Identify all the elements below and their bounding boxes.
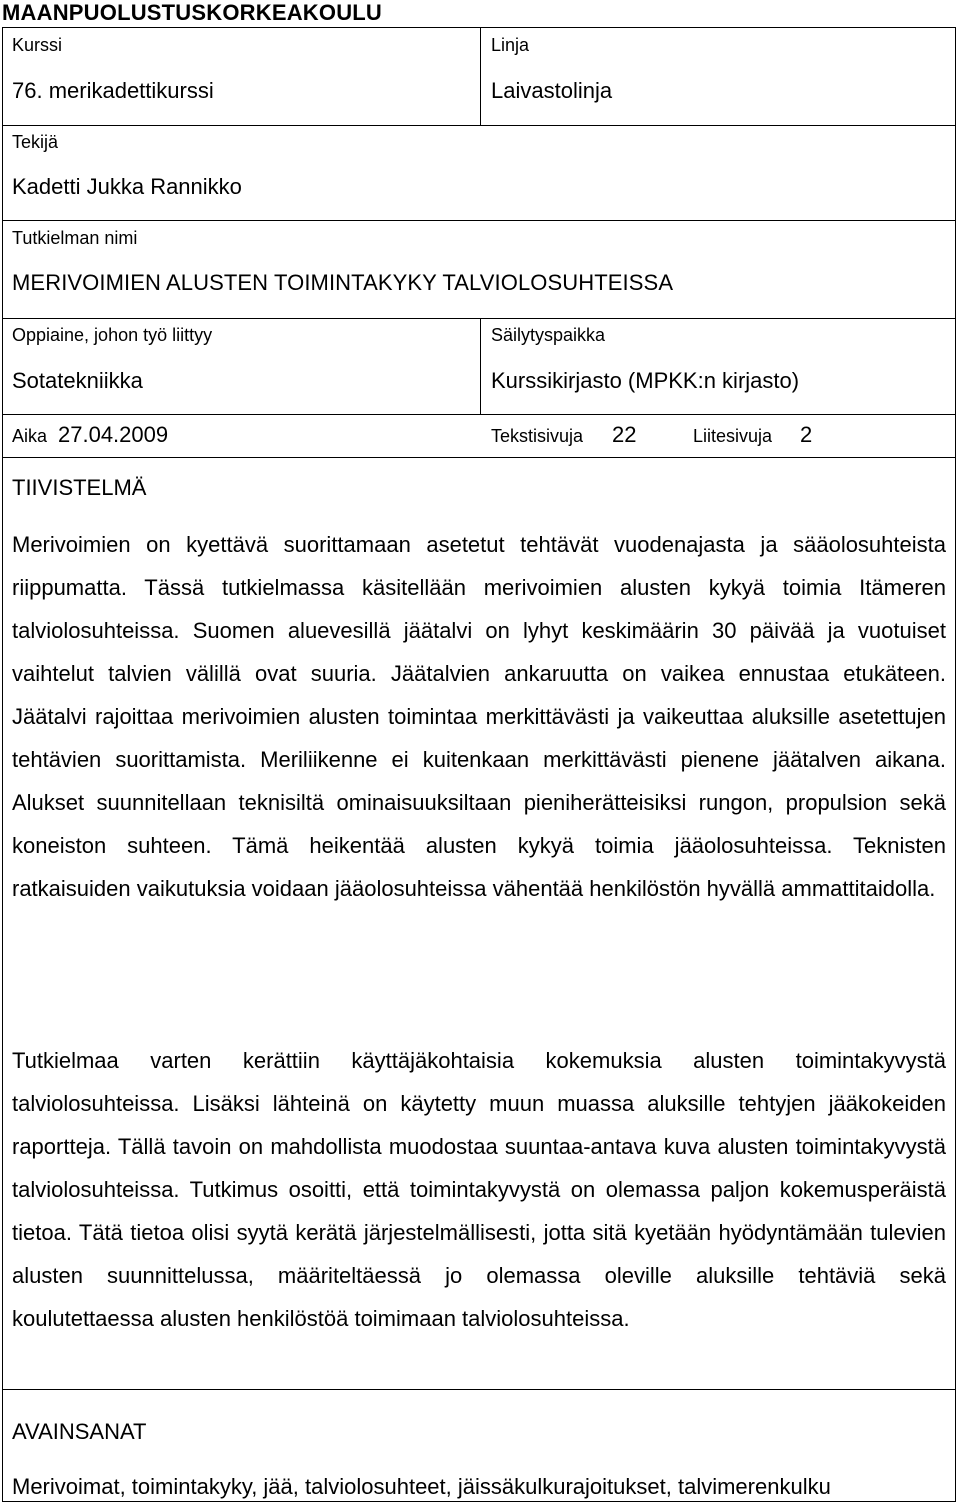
avainsanat-value: Merivoimat, toimintakyky, jää, talviolosuhteet, jäissäkulkurajoitukset, talvimerenkulku <box>12 1474 831 1499</box>
tutkielman-nimi-value: MERIVOIMIEN ALUSTEN TOIMINTAKYKY TALVIOLOSUHTEISSA <box>12 270 674 295</box>
kurssi-value: 76. merikadettikurssi <box>12 78 214 103</box>
divider-vertical-1 <box>480 28 481 125</box>
tekija-label: Tekijä <box>12 132 59 152</box>
tiivistelma-paragraph-1: Merivoimien on kyettävä suorittamaan asetetut tehtävät vuodenajasta ja sääolosuhteista riippumatta. Tässä tutkielmassa käsitellään merivoimien alusten kykyä toimia Itämeren talviolosuhteissa. Suomen aluevesillä jäätalvi on lyhyt keskimäärin 30 päivää ja vuotuiset vaihtelut talvien välillä ovat suuria. Jäätalvien ankaruutta on vaikea ennustaa etukäteen. Jäätalvi rajoittaa merivoimien alusten toimintaa merkittävästi ja vaikeuttaa aluksille asetettujen tehtävien suorittamista. Meriliikenne ei kuitenkaan merkittävästi pienene jäätalven aikana. Alukset suunnitellaan teknisiltä ominaisuuksiltaan pieniherätteisiksi rungon, propulsion sekä koneiston suhteen. Tämä heikentää alusten kykyä toimia jääolosuhteissa. Teknisten ratkaisuiden vaikutuksia voidaan jääolosuhteissa vähentää henkilöstön hyvällä ammattitaidolla. <box>12 532 946 901</box>
tutkielman-nimi-label: Tutkielman nimi <box>12 228 138 248</box>
linja-value: Laivastolinja <box>491 78 613 103</box>
tiivistelma-heading: TIIVISTELMÄ <box>12 475 147 500</box>
tekstisivuja-label: Tekstisivuja <box>491 426 584 446</box>
abstract-form <box>2 27 956 1502</box>
divider-horizontal-3 <box>3 318 955 319</box>
aika-label: Aika <box>12 426 48 446</box>
liitesivuja-label: Liitesivuja <box>693 426 773 446</box>
divider-horizontal-1 <box>3 125 955 126</box>
divider-vertical-2 <box>480 318 481 414</box>
sailytyspaikka-value: Kurssikirjasto (MPKK:n kirjasto) <box>491 368 800 393</box>
tiivistelma-paragraph-2: Tutkielmaa varten kerättiin käyttäjäkohtaisia kokemuksia alusten toimintakyvystä talviolosuhteissa. Lisäksi lähteinä on käytetty muun muassa aluksille tehtyjen jääkokeiden raportteja. Tällä tavoin on mahdollista muodostaa suuntaa-antava kuva alusten toimintakyvystä talviolosuhteissa. Tutkimus osoitti, että toimintakyvystä on olemassa paljon kokemusperäistä tietoa. Tätä tietoa olisi syytä kerätä järjestelmällisesti, jotta sitä kyetään hyödyntämään tulevien alusten suunnittelussa, määriteltäessä jo olemassa oleville aluksille tehtäviä sekä koulutettaessa alusten henkilöstöä toimimaan talviolosuhteissa. <box>12 1048 946 1331</box>
divider-horizontal-6 <box>3 1389 955 1390</box>
aika-value: 27.04.2009 <box>58 422 169 447</box>
avainsanat-heading: AVAINSANAT <box>12 1419 147 1444</box>
divider-horizontal-2 <box>3 220 955 221</box>
oppiaine-label: Oppiaine, johon työ liittyy <box>12 325 213 345</box>
divider-horizontal-5 <box>3 457 955 458</box>
institution-name: MAANPUOLUSTUSKORKEAKOULU <box>2 0 383 25</box>
sailytyspaikka-label: Säilytyspaikka <box>491 325 606 345</box>
linja-label: Linja <box>491 35 530 55</box>
tekstisivuja-value: 22 <box>612 422 637 447</box>
liitesivuja-value: 2 <box>800 422 813 447</box>
oppiaine-value: Sotatekniikka <box>12 368 143 393</box>
divider-horizontal-4 <box>3 414 955 415</box>
kurssi-label: Kurssi <box>12 35 63 55</box>
tekija-value: Kadetti Jukka Rannikko <box>12 174 242 199</box>
